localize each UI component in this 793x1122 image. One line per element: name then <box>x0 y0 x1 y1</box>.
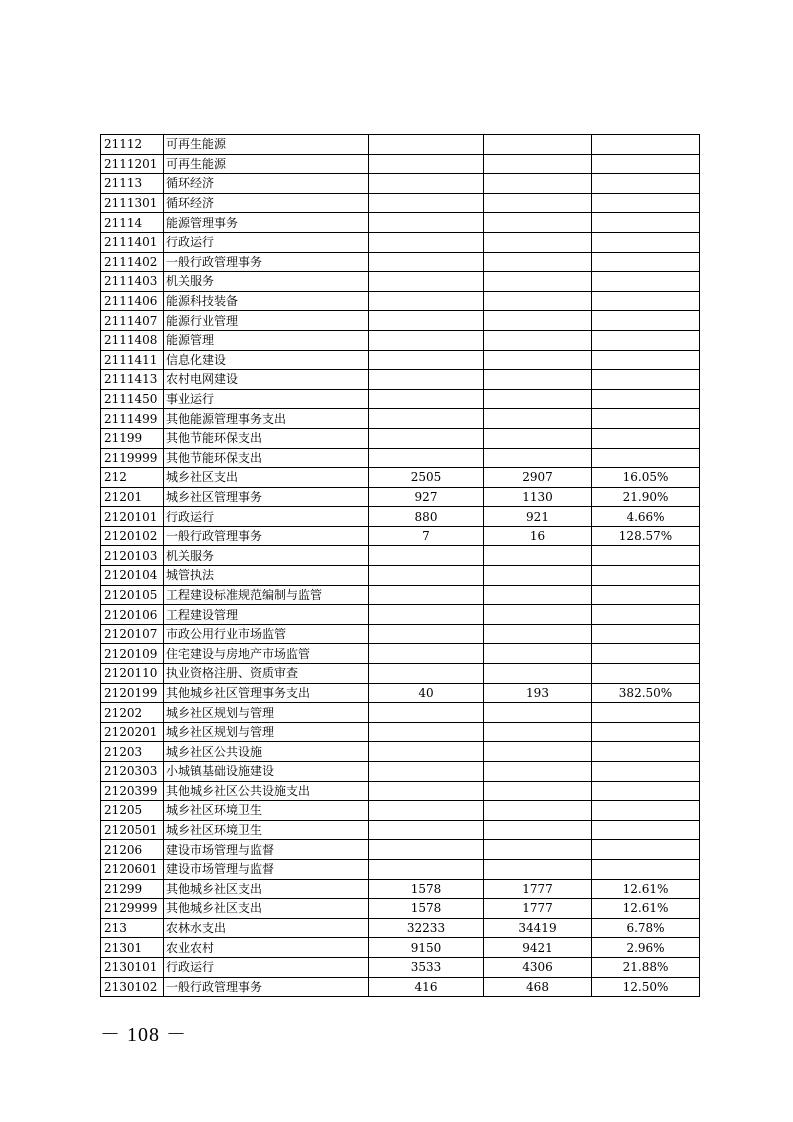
row-prev-year-cell: 9150 <box>369 938 484 958</box>
row-name-cell: 小城镇基础设施建设 <box>164 762 369 782</box>
row-current-year-cell <box>484 742 592 762</box>
row-change-percent-cell <box>592 801 700 821</box>
row-change-percent-cell <box>592 389 700 409</box>
row-code-cell: 21114 <box>101 213 164 233</box>
table-row <box>101 428 700 448</box>
row-prev-year-cell <box>369 291 484 311</box>
table-row <box>101 507 700 527</box>
row-prev-year-cell <box>369 370 484 390</box>
row-change-percent-cell <box>592 311 700 331</box>
row-code-cell: 2111201 <box>101 154 164 174</box>
row-code-cell: 21301 <box>101 938 164 958</box>
table-row <box>101 409 700 429</box>
row-current-year-cell <box>484 370 592 390</box>
row-current-year-cell <box>484 272 592 292</box>
row-current-year-cell <box>484 448 592 468</box>
row-code-cell: 2111301 <box>101 193 164 213</box>
row-current-year-cell <box>484 546 592 566</box>
row-prev-year-cell <box>369 664 484 684</box>
row-change-percent-cell <box>592 742 700 762</box>
row-prev-year-cell <box>369 272 484 292</box>
row-change-percent-cell <box>592 840 700 860</box>
row-prev-year-cell <box>369 193 484 213</box>
table-row <box>101 291 700 311</box>
table-row <box>101 957 700 977</box>
row-current-year-cell: 2907 <box>484 468 592 488</box>
table-row <box>101 742 700 762</box>
row-code-cell: 2111403 <box>101 272 164 292</box>
table-row <box>101 801 700 821</box>
row-name-cell: 能源科技装备 <box>164 291 369 311</box>
row-change-percent-cell: 382.50% <box>592 683 700 703</box>
row-name-cell: 其他节能环保支出 <box>164 448 369 468</box>
row-name-cell: 城乡社区环境卫生 <box>164 801 369 821</box>
table-row <box>101 644 700 664</box>
row-current-year-cell <box>484 566 592 586</box>
row-code-cell: 2119999 <box>101 448 164 468</box>
row-code-cell: 21202 <box>101 703 164 723</box>
row-current-year-cell <box>484 174 592 194</box>
row-current-year-cell <box>484 154 592 174</box>
row-name-cell: 市政公用行业市场监管 <box>164 624 369 644</box>
row-name-cell: 机关服务 <box>164 546 369 566</box>
row-name-cell: 工程建设标准规范编制与监管 <box>164 585 369 605</box>
row-change-percent-cell <box>592 174 700 194</box>
table-row <box>101 389 700 409</box>
row-change-percent-cell <box>592 585 700 605</box>
row-code-cell: 2120601 <box>101 859 164 879</box>
row-code-cell: 2130101 <box>101 957 164 977</box>
row-current-year-cell: 4306 <box>484 957 592 977</box>
row-name-cell: 城乡社区规划与管理 <box>164 722 369 742</box>
row-name-cell: 可再生能源 <box>164 135 369 155</box>
row-current-year-cell <box>484 193 592 213</box>
page-number: － 108 － <box>100 1024 187 1046</box>
row-prev-year-cell: 40 <box>369 683 484 703</box>
row-prev-year-cell <box>369 566 484 586</box>
row-change-percent-cell <box>592 605 700 625</box>
row-prev-year-cell: 7 <box>369 526 484 546</box>
row-current-year-cell <box>484 232 592 252</box>
row-code-cell: 213 <box>101 918 164 938</box>
table-row <box>101 193 700 213</box>
row-current-year-cell <box>484 624 592 644</box>
table-row <box>101 526 700 546</box>
row-prev-year-cell <box>369 859 484 879</box>
row-current-year-cell: 1130 <box>484 487 592 507</box>
row-change-percent-cell <box>592 664 700 684</box>
row-name-cell: 事业运行 <box>164 389 369 409</box>
table-row <box>101 566 700 586</box>
row-prev-year-cell <box>369 154 484 174</box>
row-current-year-cell <box>484 664 592 684</box>
row-change-percent-cell <box>592 762 700 782</box>
row-prev-year-cell <box>369 311 484 331</box>
row-change-percent-cell <box>592 703 700 723</box>
row-code-cell: 2111402 <box>101 252 164 272</box>
row-prev-year-cell <box>369 389 484 409</box>
row-name-cell: 工程建设管理 <box>164 605 369 625</box>
row-change-percent-cell <box>592 135 700 155</box>
table-row <box>101 918 700 938</box>
row-current-year-cell <box>484 644 592 664</box>
row-change-percent-cell: 12.61% <box>592 879 700 899</box>
row-name-cell: 一般行政管理事务 <box>164 252 369 272</box>
row-prev-year-cell: 1578 <box>369 899 484 919</box>
row-code-cell: 2120201 <box>101 722 164 742</box>
row-current-year-cell <box>484 801 592 821</box>
row-code-cell: 21199 <box>101 428 164 448</box>
table-row <box>101 487 700 507</box>
row-current-year-cell <box>484 859 592 879</box>
row-prev-year-cell: 880 <box>369 507 484 527</box>
row-code-cell: 21206 <box>101 840 164 860</box>
row-prev-year-cell <box>369 801 484 821</box>
row-name-cell: 城乡社区环境卫生 <box>164 820 369 840</box>
row-change-percent-cell <box>592 566 700 586</box>
row-current-year-cell <box>484 605 592 625</box>
table-row <box>101 370 700 390</box>
row-change-percent-cell: 21.90% <box>592 487 700 507</box>
row-prev-year-cell <box>369 448 484 468</box>
row-change-percent-cell <box>592 781 700 801</box>
row-current-year-cell <box>484 585 592 605</box>
table-row <box>101 232 700 252</box>
row-change-percent-cell: 12.61% <box>592 899 700 919</box>
table-row <box>101 781 700 801</box>
row-prev-year-cell <box>369 252 484 272</box>
row-current-year-cell: 193 <box>484 683 592 703</box>
row-name-cell: 城乡社区支出 <box>164 468 369 488</box>
row-name-cell: 一般行政管理事务 <box>164 977 369 997</box>
row-change-percent-cell <box>592 546 700 566</box>
table-row <box>101 722 700 742</box>
row-name-cell: 住宅建设与房地产市场监管 <box>164 644 369 664</box>
row-code-cell: 2120399 <box>101 781 164 801</box>
row-change-percent-cell <box>592 232 700 252</box>
row-name-cell: 信息化建设 <box>164 350 369 370</box>
row-prev-year-cell <box>369 135 484 155</box>
table-row <box>101 683 700 703</box>
row-code-cell: 21112 <box>101 135 164 155</box>
row-name-cell: 其他城乡社区支出 <box>164 899 369 919</box>
row-change-percent-cell <box>592 624 700 644</box>
table-row <box>101 448 700 468</box>
row-change-percent-cell: 6.78% <box>592 918 700 938</box>
row-name-cell: 农村电网建设 <box>164 370 369 390</box>
row-name-cell: 行政运行 <box>164 232 369 252</box>
row-prev-year-cell <box>369 213 484 233</box>
row-prev-year-cell: 416 <box>369 977 484 997</box>
row-current-year-cell <box>484 409 592 429</box>
row-code-cell: 2120106 <box>101 605 164 625</box>
row-prev-year-cell <box>369 350 484 370</box>
row-current-year-cell <box>484 330 592 350</box>
row-code-cell: 2120303 <box>101 762 164 782</box>
table-row <box>101 272 700 292</box>
row-code-cell: 212 <box>101 468 164 488</box>
row-change-percent-cell <box>592 350 700 370</box>
table-row <box>101 213 700 233</box>
row-current-year-cell <box>484 428 592 448</box>
row-code-cell: 2120102 <box>101 526 164 546</box>
row-change-percent-cell: 4.66% <box>592 507 700 527</box>
table-row <box>101 938 700 958</box>
row-name-cell: 循环经济 <box>164 174 369 194</box>
row-name-cell: 建设市场管理与监督 <box>164 840 369 860</box>
table-row <box>101 820 700 840</box>
row-current-year-cell <box>484 820 592 840</box>
row-current-year-cell <box>484 350 592 370</box>
row-current-year-cell <box>484 703 592 723</box>
row-change-percent-cell <box>592 213 700 233</box>
table-row <box>101 135 700 155</box>
table-row <box>101 154 700 174</box>
row-change-percent-cell <box>592 193 700 213</box>
row-name-cell: 能源行业管理 <box>164 311 369 331</box>
row-name-cell: 行政运行 <box>164 507 369 527</box>
row-name-cell: 一般行政管理事务 <box>164 526 369 546</box>
table-row <box>101 174 700 194</box>
row-code-cell: 21113 <box>101 174 164 194</box>
table-row <box>101 977 700 997</box>
row-current-year-cell: 468 <box>484 977 592 997</box>
row-code-cell: 2120199 <box>101 683 164 703</box>
row-name-cell: 城乡社区规划与管理 <box>164 703 369 723</box>
row-code-cell: 21205 <box>101 801 164 821</box>
table-row <box>101 899 700 919</box>
table-body <box>101 135 700 997</box>
row-code-cell: 2120101 <box>101 507 164 527</box>
row-change-percent-cell <box>592 428 700 448</box>
table-row <box>101 762 700 782</box>
table-row <box>101 624 700 644</box>
row-name-cell: 城乡社区管理事务 <box>164 487 369 507</box>
row-name-cell: 其他城乡社区公共设施支出 <box>164 781 369 801</box>
row-code-cell: 2111499 <box>101 409 164 429</box>
row-prev-year-cell <box>369 781 484 801</box>
row-change-percent-cell: 128.57% <box>592 526 700 546</box>
row-code-cell: 21203 <box>101 742 164 762</box>
row-name-cell: 行政运行 <box>164 957 369 977</box>
row-current-year-cell <box>484 135 592 155</box>
row-code-cell: 2111407 <box>101 311 164 331</box>
row-prev-year-cell <box>369 644 484 664</box>
row-change-percent-cell <box>592 154 700 174</box>
row-name-cell: 农业农村 <box>164 938 369 958</box>
row-prev-year-cell: 32233 <box>369 918 484 938</box>
row-prev-year-cell <box>369 585 484 605</box>
row-prev-year-cell: 927 <box>369 487 484 507</box>
row-code-cell: 2111408 <box>101 330 164 350</box>
row-change-percent-cell <box>592 370 700 390</box>
table-row <box>101 664 700 684</box>
row-prev-year-cell <box>369 703 484 723</box>
row-code-cell: 2129999 <box>101 899 164 919</box>
table-row <box>101 350 700 370</box>
table-row <box>101 546 700 566</box>
row-name-cell: 建设市场管理与监督 <box>164 859 369 879</box>
row-prev-year-cell <box>369 330 484 350</box>
row-prev-year-cell <box>369 605 484 625</box>
row-code-cell: 2111401 <box>101 232 164 252</box>
row-code-cell: 2130102 <box>101 977 164 997</box>
row-code-cell: 2120110 <box>101 664 164 684</box>
row-prev-year-cell <box>369 546 484 566</box>
row-name-cell: 能源管理 <box>164 330 369 350</box>
row-current-year-cell <box>484 252 592 272</box>
row-name-cell: 机关服务 <box>164 272 369 292</box>
row-prev-year-cell: 2505 <box>369 468 484 488</box>
row-change-percent-cell <box>592 252 700 272</box>
row-code-cell: 21299 <box>101 879 164 899</box>
row-current-year-cell: 34419 <box>484 918 592 938</box>
row-current-year-cell <box>484 781 592 801</box>
row-prev-year-cell <box>369 840 484 860</box>
row-name-cell: 其他城乡社区支出 <box>164 879 369 899</box>
row-current-year-cell <box>484 213 592 233</box>
row-code-cell: 2120501 <box>101 820 164 840</box>
row-prev-year-cell <box>369 232 484 252</box>
row-change-percent-cell <box>592 859 700 879</box>
row-change-percent-cell <box>592 722 700 742</box>
row-change-percent-cell <box>592 272 700 292</box>
row-current-year-cell <box>484 840 592 860</box>
row-code-cell: 21201 <box>101 487 164 507</box>
row-prev-year-cell: 3533 <box>369 957 484 977</box>
row-current-year-cell <box>484 389 592 409</box>
row-change-percent-cell: 21.88% <box>592 957 700 977</box>
row-name-cell: 其他城乡社区管理事务支出 <box>164 683 369 703</box>
row-name-cell: 其他能源管理事务支出 <box>164 409 369 429</box>
row-current-year-cell <box>484 722 592 742</box>
row-code-cell: 2111413 <box>101 370 164 390</box>
row-code-cell: 2120109 <box>101 644 164 664</box>
row-prev-year-cell <box>369 722 484 742</box>
row-current-year-cell: 1777 <box>484 899 592 919</box>
row-change-percent-cell <box>592 409 700 429</box>
row-current-year-cell <box>484 762 592 782</box>
row-change-percent-cell: 2.96% <box>592 938 700 958</box>
row-current-year-cell <box>484 311 592 331</box>
row-current-year-cell: 921 <box>484 507 592 527</box>
row-name-cell: 其他节能环保支出 <box>164 428 369 448</box>
row-change-percent-cell <box>592 820 700 840</box>
row-code-cell: 2111450 <box>101 389 164 409</box>
row-name-cell: 城管执法 <box>164 566 369 586</box>
row-code-cell: 2120103 <box>101 546 164 566</box>
row-code-cell: 2120104 <box>101 566 164 586</box>
row-prev-year-cell <box>369 762 484 782</box>
row-prev-year-cell <box>369 428 484 448</box>
row-prev-year-cell: 1578 <box>369 879 484 899</box>
row-change-percent-cell: 16.05% <box>592 468 700 488</box>
table-row <box>101 585 700 605</box>
table-row <box>101 311 700 331</box>
row-prev-year-cell <box>369 624 484 644</box>
table-row <box>101 840 700 860</box>
row-name-cell: 可再生能源 <box>164 154 369 174</box>
row-code-cell: 2111406 <box>101 291 164 311</box>
row-change-percent-cell: 12.50% <box>592 977 700 997</box>
row-change-percent-cell <box>592 291 700 311</box>
table-row <box>101 879 700 899</box>
table-row <box>101 605 700 625</box>
row-prev-year-cell <box>369 174 484 194</box>
row-name-cell: 能源管理事务 <box>164 213 369 233</box>
row-name-cell: 农林水支出 <box>164 918 369 938</box>
row-code-cell: 2111411 <box>101 350 164 370</box>
row-current-year-cell: 16 <box>484 526 592 546</box>
row-code-cell: 2120107 <box>101 624 164 644</box>
row-current-year-cell: 1777 <box>484 879 592 899</box>
row-current-year-cell <box>484 291 592 311</box>
table-row <box>101 468 700 488</box>
table-row <box>101 703 700 723</box>
table-row <box>101 252 700 272</box>
row-prev-year-cell <box>369 409 484 429</box>
budget-table <box>100 134 700 997</box>
row-change-percent-cell <box>592 448 700 468</box>
table-row <box>101 330 700 350</box>
row-current-year-cell: 9421 <box>484 938 592 958</box>
row-name-cell: 循环经济 <box>164 193 369 213</box>
row-name-cell: 执业资格注册、资质审查 <box>164 664 369 684</box>
row-code-cell: 2120105 <box>101 585 164 605</box>
row-prev-year-cell <box>369 742 484 762</box>
row-change-percent-cell <box>592 644 700 664</box>
row-change-percent-cell <box>592 330 700 350</box>
table-row <box>101 859 700 879</box>
row-prev-year-cell <box>369 820 484 840</box>
row-name-cell: 城乡社区公共设施 <box>164 742 369 762</box>
